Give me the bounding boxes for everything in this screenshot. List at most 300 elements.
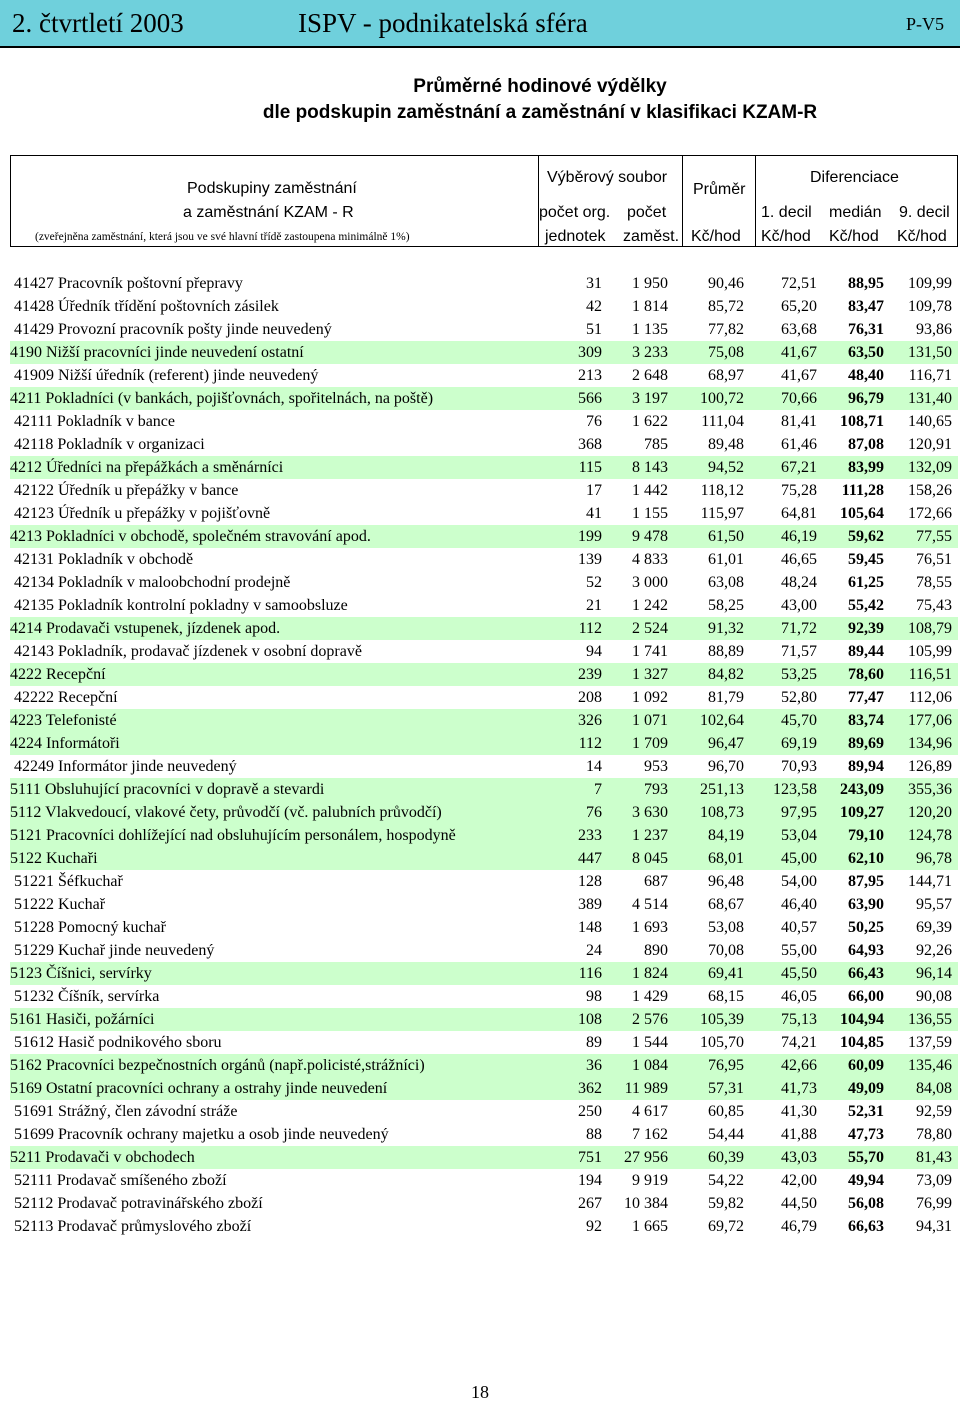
table-row xyxy=(10,1215,958,1238)
col-emps-line1: počet xyxy=(627,204,667,221)
employee-count: 11 989 xyxy=(624,1080,668,1097)
org-count: 139 xyxy=(578,551,602,568)
median-value: 108,71 xyxy=(840,413,884,430)
col-occupation-line2: a zaměstnání KZAM - R xyxy=(183,204,354,221)
average-value: 54,44 xyxy=(708,1126,744,1143)
table-row xyxy=(10,686,958,709)
average-value: 70,08 xyxy=(708,942,744,959)
table-row xyxy=(10,479,958,502)
decile9-value: 177,06 xyxy=(908,712,952,729)
decile1-value: 67,21 xyxy=(781,459,817,476)
org-count: 368 xyxy=(578,436,602,453)
table-row xyxy=(10,318,958,341)
table-row xyxy=(10,755,958,778)
table-row xyxy=(10,801,958,824)
decile1-value: 71,57 xyxy=(781,643,817,660)
org-count: 42 xyxy=(586,298,602,315)
org-count: 76 xyxy=(586,804,602,821)
median-value: 63,90 xyxy=(848,896,884,913)
average-value: 60,39 xyxy=(708,1149,744,1166)
average-value: 251,13 xyxy=(700,781,744,798)
decile1-value: 41,67 xyxy=(781,344,817,361)
employee-count: 1 544 xyxy=(632,1034,668,1051)
median-value: 109,27 xyxy=(840,804,884,821)
employee-count: 3 000 xyxy=(632,574,668,591)
average-value: 108,73 xyxy=(700,804,744,821)
table-row xyxy=(10,962,958,985)
occupation-label: 52112 Prodavač potravinářského zboží xyxy=(14,1195,263,1212)
org-count: 239 xyxy=(578,666,602,683)
decile9-value: 78,80 xyxy=(916,1126,952,1143)
col-sample: Výběrový soubor xyxy=(547,169,668,186)
occupation-label: 51228 Pomocný kuchař xyxy=(14,919,166,936)
average-value: 105,39 xyxy=(700,1011,744,1028)
average-value: 96,48 xyxy=(708,873,744,890)
average-value: 100,72 xyxy=(700,390,744,407)
median-value: 88,95 xyxy=(848,275,884,292)
decile1-value: 72,51 xyxy=(781,275,817,292)
occupation-label: 42134 Pokladník v maloobchodní prodejně xyxy=(14,574,291,591)
decile9-value: 77,55 xyxy=(916,528,952,545)
col-emps-line2: zaměst. xyxy=(623,228,680,245)
decile1-value: 53,25 xyxy=(781,666,817,683)
org-count: 24 xyxy=(586,942,602,959)
org-count: 36 xyxy=(586,1057,602,1074)
median-value: 47,73 xyxy=(848,1126,884,1143)
decile1-value: 43,00 xyxy=(781,597,817,614)
table-row xyxy=(10,663,958,686)
employee-count: 1 622 xyxy=(632,413,668,430)
org-count: 21 xyxy=(586,597,602,614)
average-value: 53,08 xyxy=(708,919,744,936)
median-value: 55,42 xyxy=(848,597,884,614)
employee-count: 7 162 xyxy=(632,1126,668,1143)
org-count: 233 xyxy=(578,827,602,844)
occupation-label: 51691 Strážný, člen závodní stráže xyxy=(14,1103,238,1120)
decile1-value: 97,95 xyxy=(781,804,817,821)
header-divider xyxy=(682,156,683,246)
table-row xyxy=(10,870,958,893)
employee-count: 1 442 xyxy=(632,482,668,499)
decile1-value: 46,05 xyxy=(781,988,817,1005)
occupation-label: 51232 Číšník, servírka xyxy=(14,988,160,1005)
table-row xyxy=(10,824,958,847)
employee-count: 2 576 xyxy=(632,1011,668,1028)
occupation-label: 41428 Úředník třídění poštovních zásilek xyxy=(14,298,279,315)
median-value: 104,94 xyxy=(840,1011,884,1028)
decile9-value: 144,71 xyxy=(908,873,952,890)
average-value: 61,01 xyxy=(708,551,744,568)
org-count: 52 xyxy=(586,574,602,591)
employee-count: 1 135 xyxy=(632,321,668,338)
occupation-label: 5121 Pracovníci dohlížející nad obsluhujícím personálem, hospodyně xyxy=(10,827,456,844)
decile1-value: 40,57 xyxy=(781,919,817,936)
header-divider xyxy=(755,156,756,246)
employee-count: 1 665 xyxy=(632,1218,668,1235)
decile1-value: 41,30 xyxy=(781,1103,817,1120)
employee-count: 1 242 xyxy=(632,597,668,614)
average-value: 68,01 xyxy=(708,850,744,867)
table-row xyxy=(10,916,958,939)
decile9-value: 116,71 xyxy=(908,367,952,384)
decile9-value: 75,43 xyxy=(916,597,952,614)
decile9-value: 73,09 xyxy=(916,1172,952,1189)
median-value: 59,62 xyxy=(848,528,884,545)
org-count: 213 xyxy=(578,367,602,384)
decile1-value: 48,24 xyxy=(781,574,817,591)
decile9-value: 131,50 xyxy=(908,344,952,361)
average-value: 61,50 xyxy=(708,528,744,545)
org-count: 128 xyxy=(578,873,602,890)
occupation-label: 4214 Prodavači vstupenek, jízdenek apod. xyxy=(10,620,281,637)
median-value: 64,93 xyxy=(848,942,884,959)
occupation-label: 51612 Hasič podnikového sboru xyxy=(14,1034,222,1051)
occupation-label: 5169 Ostatní pracovníci ochrany a ostrahy jinde neuvedení xyxy=(10,1080,388,1097)
median-value: 62,10 xyxy=(848,850,884,867)
employee-count: 3 233 xyxy=(632,344,668,361)
employee-count: 1 693 xyxy=(632,919,668,936)
decile1-value: 70,66 xyxy=(781,390,817,407)
decile1-value: 46,79 xyxy=(781,1218,817,1235)
occupation-label: 42111 Pokladník v bance xyxy=(14,413,176,430)
page-title xyxy=(0,74,960,126)
decile1-value: 123,58 xyxy=(773,781,817,798)
employee-count: 2 524 xyxy=(632,620,668,637)
org-count: 92 xyxy=(586,1218,602,1235)
col-average-unit: Kč/hod xyxy=(691,228,741,245)
org-count: 76 xyxy=(586,413,602,430)
median-value: 104,85 xyxy=(840,1034,884,1051)
decile1-value: 46,19 xyxy=(781,528,817,545)
org-count: 148 xyxy=(578,919,602,936)
median-value: 96,79 xyxy=(848,390,884,407)
decile9-value: 134,96 xyxy=(908,735,952,752)
table-header xyxy=(10,155,958,247)
occupation-label: 51699 Pracovník ochrany majetku a osob jinde neuvedený xyxy=(14,1126,389,1143)
table-row xyxy=(10,502,958,525)
employee-count: 27 956 xyxy=(624,1149,668,1166)
decile9-value: 78,55 xyxy=(916,574,952,591)
average-value: 84,82 xyxy=(708,666,744,683)
decile1-value: 71,72 xyxy=(781,620,817,637)
col-differentiation: Diferenciace xyxy=(810,169,899,186)
occupation-label: 5161 Hasiči, požárníci xyxy=(10,1011,155,1028)
decile9-value: 116,51 xyxy=(908,666,952,683)
org-count: 389 xyxy=(578,896,602,913)
org-count: 115 xyxy=(578,459,602,476)
occupation-label: 4213 Pokladníci v obchodě, společném stravování apod. xyxy=(10,528,371,545)
occupation-label: 4224 Informátoři xyxy=(10,735,120,752)
org-count: 208 xyxy=(578,689,602,706)
occupation-label: 51229 Kuchař jinde neuvedený xyxy=(14,942,215,959)
table-row xyxy=(10,732,958,755)
occupation-label: 4190 Nižší pracovníci jinde neuvedení ostatní xyxy=(10,344,304,361)
org-count: 751 xyxy=(578,1149,602,1166)
col-orgs-line1: počet org. xyxy=(539,204,611,221)
employee-count: 1 237 xyxy=(632,827,668,844)
average-value: 69,41 xyxy=(708,965,744,982)
employee-count: 1 950 xyxy=(632,275,668,292)
average-value: 75,08 xyxy=(708,344,744,361)
table-row xyxy=(10,617,958,640)
decile9-value: 132,09 xyxy=(908,459,952,476)
col-median: medián xyxy=(829,204,882,221)
org-count: 112 xyxy=(578,735,602,752)
median-value: 55,70 xyxy=(848,1149,884,1166)
decile9-value: 93,86 xyxy=(916,321,952,338)
decile9-value: 94,31 xyxy=(916,1218,952,1235)
table-row xyxy=(10,1077,958,1100)
employee-count: 890 xyxy=(644,942,668,959)
occupation-label: 42122 Úředník u přepážky v bance xyxy=(14,482,239,499)
median-value: 78,60 xyxy=(848,666,884,683)
table-row xyxy=(10,456,958,479)
org-count: 88 xyxy=(586,1126,602,1143)
decile9-value: 81,43 xyxy=(916,1149,952,1166)
org-count: 326 xyxy=(578,712,602,729)
average-value: 90,46 xyxy=(708,275,744,292)
decile9-value: 355,36 xyxy=(908,781,952,798)
decile9-value: 136,55 xyxy=(908,1011,952,1028)
org-count: 7 xyxy=(594,781,602,798)
table-row xyxy=(10,295,958,318)
org-count: 362 xyxy=(578,1080,602,1097)
average-value: 68,67 xyxy=(708,896,744,913)
occupation-label: 51221 Šéfkuchař xyxy=(14,873,123,890)
decile1-value: 61,46 xyxy=(781,436,817,453)
occupation-label: 52111 Prodavač smíšeného zboží xyxy=(14,1172,227,1189)
occupation-label: 42131 Pokladník v obchodě xyxy=(14,551,194,568)
page-number: 18 xyxy=(471,1382,489,1402)
org-count: 17 xyxy=(586,482,602,499)
median-value: 92,39 xyxy=(848,620,884,637)
employee-count: 1 741 xyxy=(632,643,668,660)
occupation-label: 42135 Pokladník kontrolní pokladny v samoobsluze xyxy=(14,597,348,614)
decile9-value: 92,59 xyxy=(916,1103,952,1120)
median-value: 77,47 xyxy=(848,689,884,706)
occupation-label: 5112 Vlakvedoucí, vlakové čety, průvodčí (vč. palubních průvodčí) xyxy=(10,804,442,821)
org-count: 112 xyxy=(578,620,602,637)
median-value: 61,25 xyxy=(848,574,884,591)
decile1-value: 55,00 xyxy=(781,942,817,959)
decile1-value: 63,68 xyxy=(781,321,817,338)
employee-count: 793 xyxy=(644,781,668,798)
org-count: 267 xyxy=(578,1195,602,1212)
employee-count: 9 478 xyxy=(632,528,668,545)
decile9-value: 158,26 xyxy=(908,482,952,499)
decile1-value: 69,19 xyxy=(781,735,817,752)
average-value: 59,82 xyxy=(708,1195,744,1212)
occupation-label: 42222 Recepční xyxy=(14,689,118,706)
decile1-value: 43,03 xyxy=(781,1149,817,1166)
median-value: 66,63 xyxy=(848,1218,884,1235)
occupation-label: 42118 Pokladník v organizaci xyxy=(14,436,205,453)
decile9-value: 109,78 xyxy=(908,298,952,315)
decile1-value: 41,67 xyxy=(781,367,817,384)
decile9-value: 69,39 xyxy=(916,919,952,936)
decile9-value: 112,06 xyxy=(908,689,952,706)
survey-label: ISPV - podnikatelská sféra xyxy=(298,8,588,38)
decile1-value: 44,50 xyxy=(781,1195,817,1212)
median-value: 50,25 xyxy=(848,919,884,936)
average-value: 54,22 xyxy=(708,1172,744,1189)
decile9-value: 108,79 xyxy=(908,620,952,637)
average-value: 77,82 xyxy=(708,321,744,338)
decile9-value: 120,20 xyxy=(908,804,952,821)
table-row xyxy=(10,709,958,732)
employee-count: 8 143 xyxy=(632,459,668,476)
occupation-label: 5123 Číšnici, servírky xyxy=(10,965,152,982)
table-row xyxy=(10,410,958,433)
decile9-value: 172,66 xyxy=(908,505,952,522)
occupation-label: 4211 Pokladníci (v bankách, pojišťovnách, spořitelnách, na poště) xyxy=(10,390,434,407)
table-row xyxy=(10,364,958,387)
table-row xyxy=(10,640,958,663)
median-value: 49,94 xyxy=(848,1172,884,1189)
employee-count: 2 648 xyxy=(632,367,668,384)
col-decile9: 9. decil xyxy=(899,204,950,221)
average-value: 69,72 xyxy=(708,1218,744,1235)
table-row xyxy=(10,893,958,916)
table-row xyxy=(10,548,958,571)
average-value: 102,64 xyxy=(700,712,744,729)
median-value: 87,08 xyxy=(848,436,884,453)
average-value: 89,48 xyxy=(708,436,744,453)
org-count: 51 xyxy=(586,321,602,338)
average-value: 96,70 xyxy=(708,758,744,775)
median-value: 63,50 xyxy=(848,344,884,361)
average-value: 91,32 xyxy=(708,620,744,637)
decile1-value: 42,00 xyxy=(781,1172,817,1189)
median-value: 60,09 xyxy=(848,1057,884,1074)
decile1-value: 70,93 xyxy=(781,758,817,775)
col-occupation-line1: Podskupiny zaměstnání xyxy=(187,180,357,197)
average-value: 85,72 xyxy=(708,298,744,315)
average-value: 118,12 xyxy=(700,482,744,499)
col-decile9-unit: Kč/hod xyxy=(897,228,947,245)
header-divider xyxy=(538,156,539,246)
median-value: 89,69 xyxy=(848,735,884,752)
table-code: P-V5 xyxy=(905,14,944,34)
org-count: 194 xyxy=(578,1172,602,1189)
employee-count: 4 833 xyxy=(632,551,668,568)
decile1-value: 54,00 xyxy=(781,873,817,890)
occupation-label: 41427 Pracovník poštovní přepravy xyxy=(14,275,243,292)
median-value: 83,74 xyxy=(848,712,884,729)
median-value: 66,00 xyxy=(848,988,884,1005)
average-value: 81,79 xyxy=(708,689,744,706)
occupation-label: 42249 Informátor jinde neuvedený xyxy=(14,758,237,775)
col-median-unit: Kč/hod xyxy=(829,228,879,245)
table-row xyxy=(10,778,958,801)
median-value: 59,45 xyxy=(848,551,884,568)
decile1-value: 41,88 xyxy=(781,1126,817,1143)
median-value: 243,09 xyxy=(840,781,884,798)
employee-count: 1 824 xyxy=(632,965,668,982)
table-row xyxy=(10,571,958,594)
decile1-value: 45,00 xyxy=(781,850,817,867)
decile9-value: 140,65 xyxy=(908,413,952,430)
employee-count: 4 514 xyxy=(632,896,668,913)
table-row xyxy=(10,1031,958,1054)
median-value: 83,99 xyxy=(848,459,884,476)
decile1-value: 75,13 xyxy=(781,1011,817,1028)
median-value: 76,31 xyxy=(848,321,884,338)
decile9-value: 105,99 xyxy=(908,643,952,660)
employee-count: 785 xyxy=(644,436,668,453)
decile9-value: 124,78 xyxy=(908,827,952,844)
decile1-value: 46,65 xyxy=(781,551,817,568)
occupation-label: 4222 Recepční xyxy=(10,666,106,683)
average-value: 68,15 xyxy=(708,988,744,1005)
average-value: 96,47 xyxy=(708,735,744,752)
average-value: 60,85 xyxy=(708,1103,744,1120)
employee-count: 953 xyxy=(644,758,668,775)
median-value: 89,94 xyxy=(848,758,884,775)
average-value: 57,31 xyxy=(708,1080,744,1097)
employee-count: 8 045 xyxy=(632,850,668,867)
decile9-value: 96,14 xyxy=(916,965,952,982)
decile1-value: 45,50 xyxy=(781,965,817,982)
median-value: 79,10 xyxy=(848,827,884,844)
median-value: 48,40 xyxy=(848,367,884,384)
decile1-value: 53,04 xyxy=(781,827,817,844)
median-value: 105,64 xyxy=(840,505,884,522)
decile1-value: 42,66 xyxy=(781,1057,817,1074)
median-value: 56,08 xyxy=(848,1195,884,1212)
average-value: 115,97 xyxy=(700,505,744,522)
data-table-body xyxy=(10,272,958,1238)
table-row xyxy=(10,387,958,410)
occupation-label: 5111 Obsluhující pracovníci v dopravě a stevardi xyxy=(10,781,325,798)
average-value: 68,97 xyxy=(708,367,744,384)
occupation-label: 5211 Prodavači v obchodech xyxy=(10,1149,195,1166)
org-count: 94 xyxy=(586,643,602,660)
decile1-value: 81,41 xyxy=(781,413,817,430)
occupation-label: 5122 Kuchaři xyxy=(10,850,98,867)
org-count: 89 xyxy=(586,1034,602,1051)
top-banner xyxy=(0,0,960,48)
title-line2: dle podskupin zaměstnání a zaměstnání v klasifikaci KZAM-R xyxy=(262,102,818,123)
col-occupation-note: (zveřejněna zaměstnání, která jsou ve své hlavní třídě zastoupena minimálně 1%) xyxy=(35,231,410,243)
decile9-value: 109,99 xyxy=(908,275,952,292)
decile9-value: 137,59 xyxy=(908,1034,952,1051)
decile9-value: 92,26 xyxy=(916,942,952,959)
col-decile1-unit: Kč/hod xyxy=(761,228,811,245)
decile1-value: 52,80 xyxy=(781,689,817,706)
average-value: 111,04 xyxy=(701,413,744,430)
employee-count: 1 429 xyxy=(632,988,668,1005)
average-value: 63,08 xyxy=(708,574,744,591)
employee-count: 10 384 xyxy=(624,1195,668,1212)
occupation-label: 5162 Pracovníci bezpečnostních orgánů (např.policisté,strážníci) xyxy=(10,1057,425,1074)
median-value: 52,31 xyxy=(848,1103,884,1120)
occupation-label: 41429 Provozní pracovník pošty jinde neuvedený xyxy=(14,321,332,338)
org-count: 14 xyxy=(586,758,602,775)
org-count: 108 xyxy=(578,1011,602,1028)
org-count: 199 xyxy=(578,528,602,545)
quarter-label: 2. čtvrtletí 2003 xyxy=(12,8,184,38)
employee-count: 9 919 xyxy=(632,1172,668,1189)
table-row xyxy=(10,594,958,617)
median-value: 89,44 xyxy=(848,643,884,660)
org-count: 566 xyxy=(578,390,602,407)
employee-count: 1 155 xyxy=(632,505,668,522)
table-row xyxy=(10,1146,958,1169)
decile9-value: 76,99 xyxy=(916,1195,952,1212)
occupation-label: 41909 Nižší úředník (referent) jinde neuvedený xyxy=(14,367,319,384)
occupation-label: 51222 Kuchař xyxy=(14,896,106,913)
